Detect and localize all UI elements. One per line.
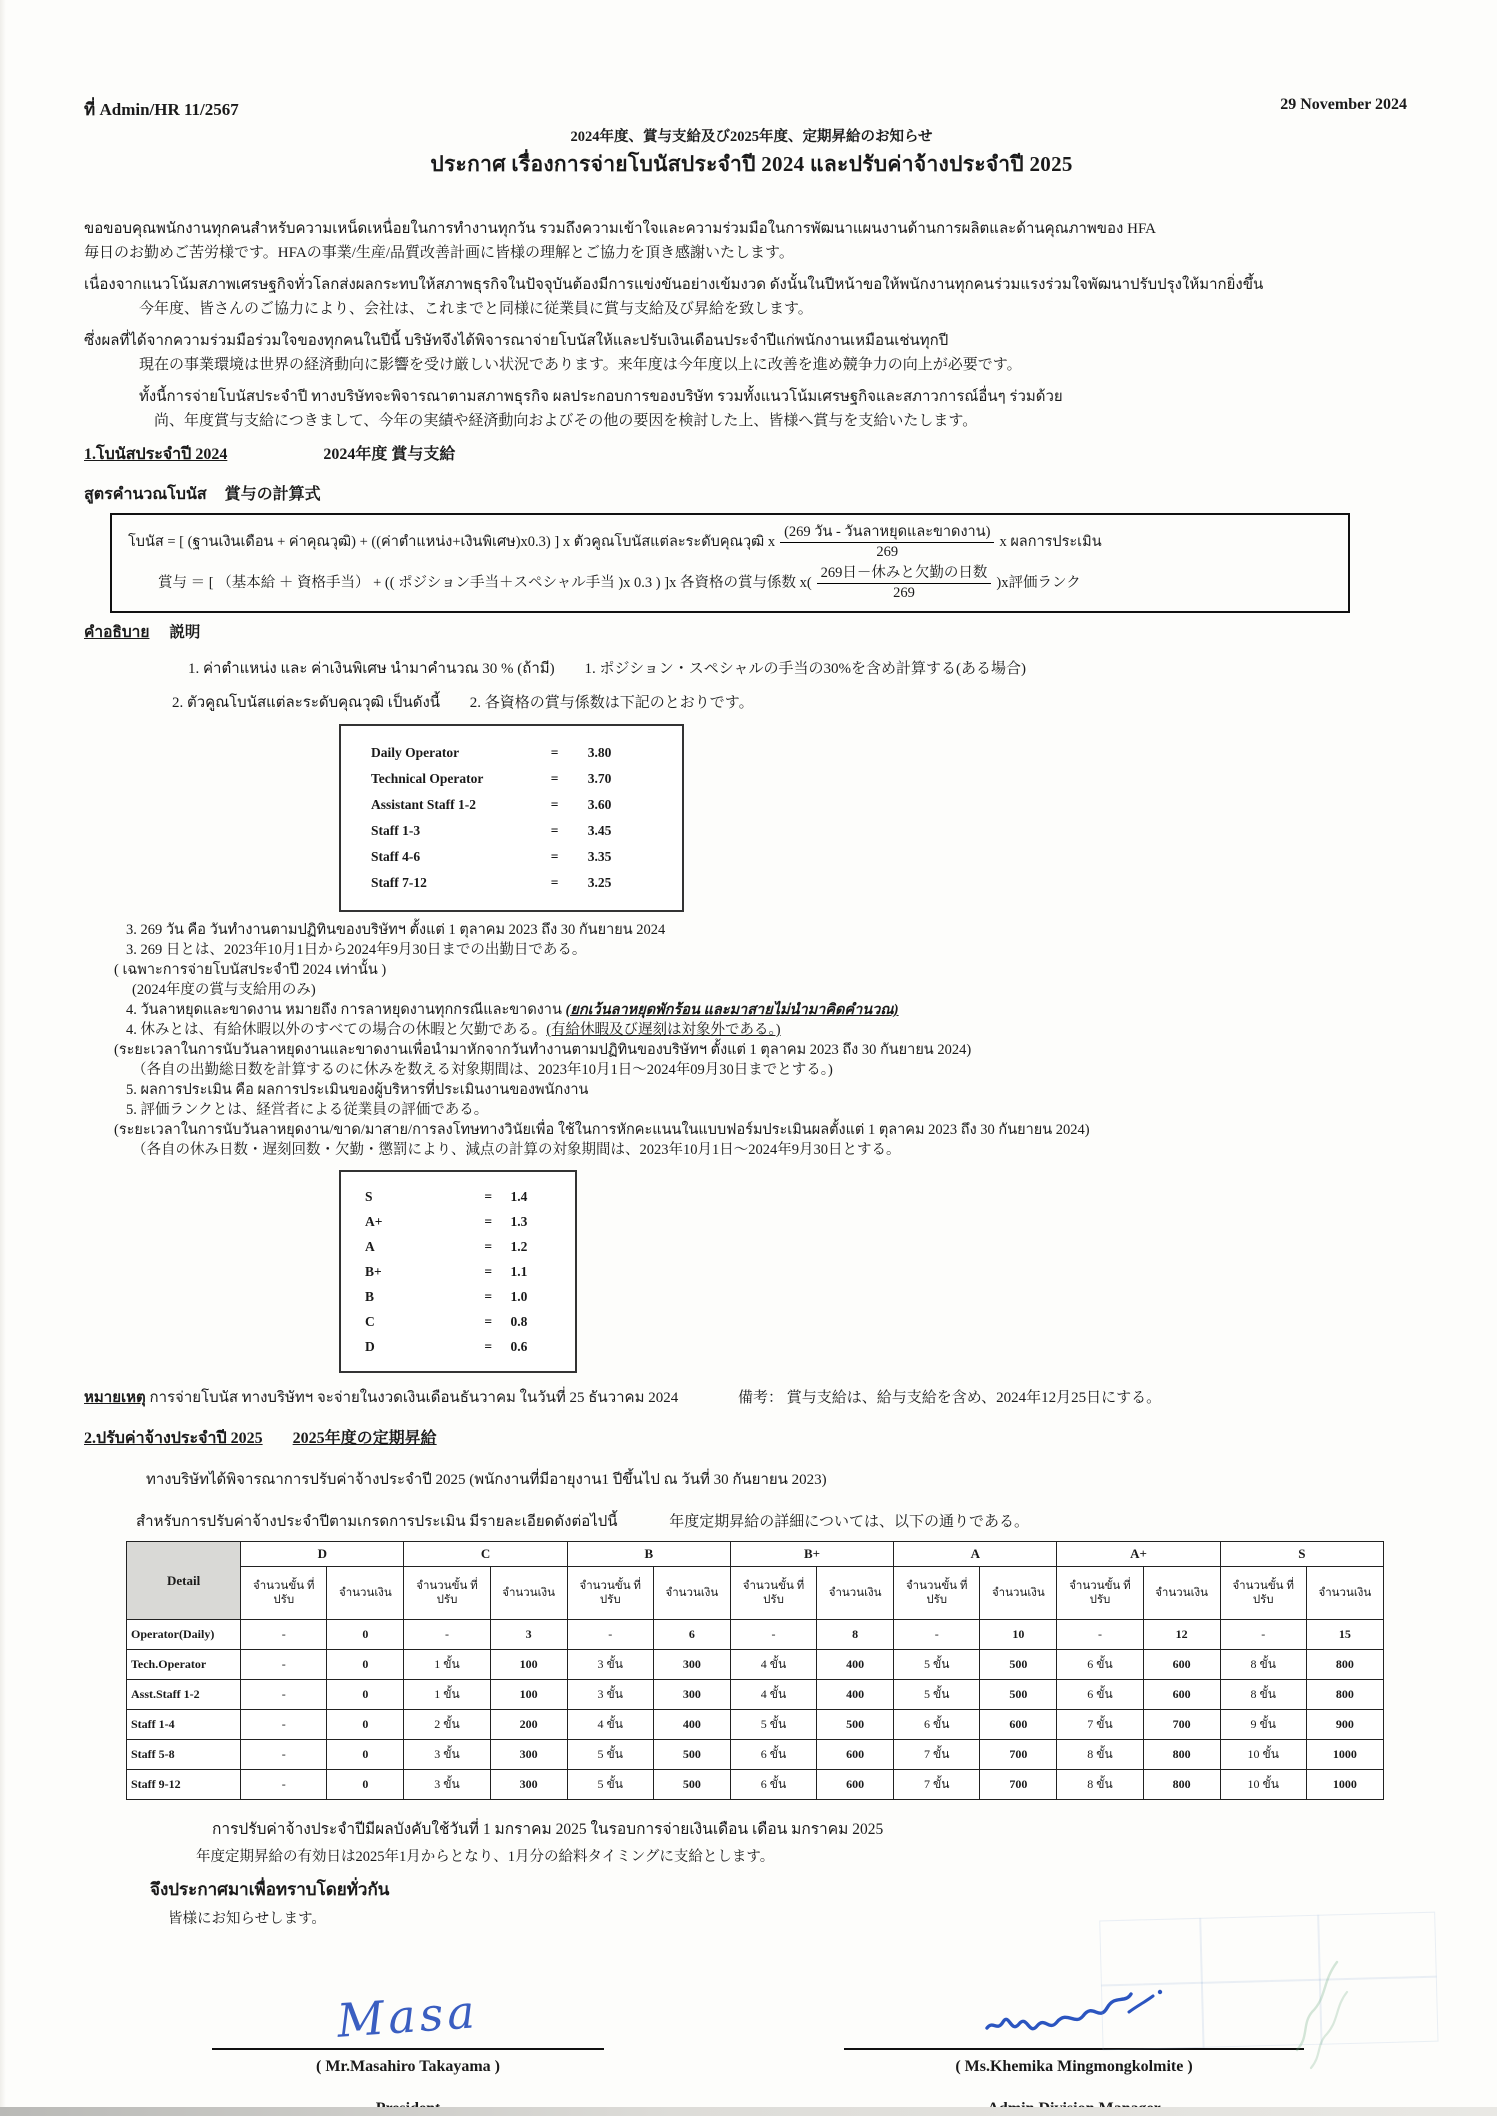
grade-header: A+: [1057, 1542, 1220, 1567]
table-cell: -: [894, 1620, 980, 1650]
table-cell: 12: [1143, 1620, 1220, 1650]
sub-header: จำนวนขั้น ที่ปรับ: [1057, 1567, 1143, 1620]
table-cell: 600: [1143, 1680, 1220, 1710]
item-4-note-th: (ระยะเวลาในการนับวันลาหยุดงานและขาดงานเพื่อนำมาหักจากวันทำงานตามปฏิทินของบริษัทฯ ตั้งแต่ 1 ตุลาคม 2023 ถึง 30 กันยายน 2024): [114, 1042, 972, 1058]
sub-header: จำนวนเงิน: [980, 1567, 1057, 1620]
president-signature-ink: Masa: [335, 1984, 481, 2048]
president-signature: [337, 1972, 479, 2046]
table-cell: 8 ขั้น: [1057, 1740, 1143, 1770]
table-row: [365, 1234, 567, 1259]
sub-header: จำนวนเงิน: [1306, 1567, 1383, 1620]
grade-header: A: [894, 1542, 1057, 1567]
table-cell: Assistant Staff 1-2: [371, 797, 477, 812]
intro-line-th: เนื่องจากแนวโน้มสภาพเศรษฐกิจทั่วโลกส่งผลกระทบให้สภาพธุรกิจในปัจจุบันต้องมีการแข่งขันอย่างเข้มงวด ดังนั้นในปีหน้าขอให้พนักงานทุกคนร่วมแรงร่วมใจพัฒนาปรับปรุงให้มากยิ่งขึ้น: [84, 277, 1264, 293]
table-cell: 8 ขั้น: [1220, 1650, 1306, 1680]
table-cell: 7 ขั้น: [894, 1740, 980, 1770]
table-cell: 1 ขั้น: [404, 1650, 490, 1680]
table-cell: =: [550, 823, 559, 838]
intro-line-th: ทั้งนี้การจ่ายโบนัสประจำปี ทางบริษัทจะพิจารณาตามสภาพธุรกิจ ผลประกอบการของบริษัท รวมทั้งแนวโน้มเศรษฐกิจและสภาวการณ์อื่นๆ ร่วมด้วย: [139, 389, 1063, 405]
row-label: Tech.Operator: [127, 1650, 241, 1680]
explanation-item-th: 2. ตัวคูณโบนัสแต่ละระดับคุณวุฒิ เป็นดังนี้: [172, 695, 441, 711]
table-cell: 3.25: [587, 875, 612, 890]
explanation-item-5-th: 5. ผลการประเมิน คือ ผลการประเมินของผู้บริหารที่ประเมินงานของพนักงาน: [126, 1082, 589, 1098]
table-cell: 0: [327, 1650, 404, 1680]
table-cell: S: [365, 1188, 373, 1204]
table-cell: 1000: [1306, 1740, 1383, 1770]
table-cell: 1.3: [510, 1213, 528, 1229]
sub-header: จำนวนเงิน: [490, 1567, 567, 1620]
salary-table-body: [127, 1620, 1384, 1800]
item-3-note-jp: (2024年度の賞与支給用のみ): [132, 982, 316, 998]
table-cell: -: [241, 1710, 327, 1740]
table-row: [371, 740, 672, 766]
table-cell: -: [1057, 1620, 1143, 1650]
table-cell: 5 ขั้น: [567, 1740, 653, 1770]
table-cell: A+: [365, 1213, 383, 1229]
table-cell: 0.6: [510, 1338, 528, 1354]
effective-date-th: การปรับค่าจ้างประจำปีมีผลบังคับใช้วันที่ 1 มกราคม 2025 ในรอบการจ่ายเงินเดือน เดือน มกราคม 2025: [212, 1821, 884, 1838]
table-cell: Staff 1-3: [371, 823, 421, 838]
salary-adjust-detail-line: [84, 1509, 1419, 1533]
table-cell: 3: [490, 1620, 567, 1650]
bonus-coefficient-table: [339, 724, 684, 912]
document-header: [84, 96, 1419, 123]
table-cell: 300: [653, 1650, 730, 1680]
sub-header: จำนวนเงิน: [1143, 1567, 1220, 1620]
table-cell: =: [550, 797, 559, 812]
table-cell: 800: [1306, 1650, 1383, 1680]
table-cell: 15: [1306, 1620, 1383, 1650]
table-cell: 10: [980, 1620, 1057, 1650]
item-5-note-jp: （各自の休み日数・遅刻回数・欠勤・懲罰により、減点の計算の対象期間は、2023年10月1日～2024年9月30日とする。: [132, 1142, 901, 1158]
table-row: [365, 1309, 567, 1334]
table-row: [365, 1209, 567, 1234]
table-cell: 800: [1143, 1770, 1220, 1800]
table-row: [127, 1770, 1384, 1800]
evaluation-rank-table: [339, 1170, 577, 1373]
sub-header: จำนวนเงิน: [817, 1567, 894, 1620]
president-signature-block: [212, 1972, 604, 2116]
admin-manager-name: ( Ms.Khemika Mingmongkolmite ): [955, 2058, 1193, 2075]
table-cell: -: [241, 1740, 327, 1770]
table-cell: 3 ขั้น: [567, 1650, 653, 1680]
formula-text: 賞与 ＝ [ （基本給 ＋ 資格手当） + (( ポジション手当＋スペシャル手当 )x 0.3 ) ]x 各資格の賞与係数 x(: [158, 574, 812, 591]
table-cell: 3 ขั้น: [567, 1680, 653, 1710]
table-cell: =: [550, 771, 559, 786]
table-cell: 2 ขั้น: [404, 1710, 490, 1740]
table-cell: 6 ขั้น: [1057, 1650, 1143, 1680]
formula-text: x ผลการประเมิน: [999, 533, 1102, 550]
table-cell: -: [404, 1620, 490, 1650]
table-cell: 500: [980, 1650, 1057, 1680]
intro-paragraphs: [84, 217, 1419, 433]
table-cell: 100: [490, 1650, 567, 1680]
grade-header: C: [404, 1542, 567, 1567]
intro-line-jp: 毎日のお勤めご苦労様です。HFAの事業/生産/品質改善計画に皆様の理解とご協力を頂き感謝いたします。: [84, 245, 794, 261]
table-row: [127, 1740, 1384, 1770]
fraction-numerator: (269 วัน - วันลาหยุดและขาดงาน): [780, 523, 994, 543]
explanation-heading-jp: 説明: [169, 624, 201, 641]
subtitle-japanese: 2024年度、賞与支給及び2025年度、定期昇給のお知らせ: [570, 129, 933, 145]
formula-fraction: [817, 564, 992, 603]
fraction-denominator: 269: [876, 544, 899, 560]
table-cell: Staff 7-12: [371, 875, 427, 890]
table-row: [127, 1620, 1384, 1650]
table-cell: 5 ขั้น: [894, 1680, 980, 1710]
explanation-heading: [84, 619, 1419, 644]
table-cell: =: [550, 745, 559, 760]
table-cell: 6 ขั้น: [894, 1710, 980, 1740]
item-5-note-th: (ระยะเวลาในการนับวันลาหยุดงาน/ขาด/มาสาย/การลงโทษทางวินัยเพื่อ ใช้ในการหักคะแนนในแบบฟอร์มประเมินผลตั้งแต่ 1 ตุลาคม 2023 ถึง 30 กันยายน 2024): [114, 1122, 1090, 1138]
explanation-heading-th: คำอธิบาย: [84, 624, 150, 641]
table-cell: 6 ขั้น: [730, 1740, 816, 1770]
table-cell: 0: [327, 1620, 404, 1650]
table-cell: 3 ขั้น: [404, 1740, 490, 1770]
table-cell: 6 ขั้น: [1057, 1680, 1143, 1710]
table-cell: 1000: [1306, 1770, 1383, 1800]
salary-table-head: [127, 1542, 1384, 1620]
explanation-item-4-jp: [84, 1020, 1419, 1040]
table-cell: 600: [817, 1740, 894, 1770]
salary-adjustment-table: [126, 1541, 1384, 1800]
table-cell: 800: [1306, 1680, 1383, 1710]
signature-section: [84, 1972, 1419, 2116]
table-cell: 1.0: [510, 1288, 528, 1304]
table-cell: 900: [1306, 1710, 1383, 1740]
table-cell: 3.60: [587, 797, 612, 812]
table-cell: =: [484, 1313, 493, 1329]
signature-line: [844, 2048, 1304, 2050]
sub-header: จำนวนขั้น ที่ปรับ: [730, 1567, 816, 1620]
president-name: ( Mr.Masahiro Takayama ): [315, 2058, 500, 2075]
closing-line-th: จึงประกาศมาเพื่อทราบโดยทั่วกัน: [150, 1880, 390, 1899]
table-cell: 9 ขั้น: [1220, 1710, 1306, 1740]
row-label: Staff 5-8: [127, 1740, 241, 1770]
intro-line-jp: 現在の事業環境は世界の経済動向に影響を受け厳しい状況であります。来年度は今年度以上に改善を進め競争力の向上が必要です。: [139, 357, 1022, 373]
table-cell: =: [484, 1238, 493, 1254]
table-cell: 1.1: [510, 1263, 528, 1279]
table-cell: =: [484, 1188, 493, 1204]
table-cell: 4 ขั้น: [567, 1710, 653, 1740]
explanation-item-jp: 1. ポジション・スペシャルの手当の30%を含め計算する(ある場合): [584, 661, 1026, 677]
fraction-numerator: 269日－休みと欠勤の日数: [817, 564, 992, 584]
grade-header: B+: [730, 1542, 893, 1567]
signature-line: [212, 2048, 604, 2050]
explanation-items-3-5: [84, 920, 1419, 1160]
table-cell: Technical Operator: [371, 771, 484, 786]
row-label: Staff 1-4: [127, 1710, 241, 1740]
table-cell: 300: [653, 1680, 730, 1710]
table-cell: =: [550, 875, 559, 890]
table-cell: 3.45: [587, 823, 612, 838]
table-cell: 6: [653, 1620, 730, 1650]
table-cell: 400: [817, 1650, 894, 1680]
table-cell: 1.2: [510, 1238, 528, 1254]
bonus-payment-note: [84, 1385, 1419, 1409]
admin-manager-signature-block: [844, 1972, 1304, 2116]
table-cell: 10 ขั้น: [1220, 1740, 1306, 1770]
table-cell: 3.70: [587, 771, 612, 786]
table-cell: 300: [490, 1770, 567, 1800]
table-row: [371, 844, 672, 870]
table-row: [127, 1710, 1384, 1740]
table-cell: =: [484, 1263, 493, 1279]
effective-date-jp: 年度定期昇給の有効日は2025年1月からとなり、1月分の給料タイミングに支給とします。: [196, 1849, 775, 1865]
scan-edge: [0, 0, 6, 2116]
table-row: [371, 870, 672, 896]
grade-header: S: [1220, 1542, 1383, 1567]
table-cell: =: [484, 1338, 493, 1354]
table-cell: -: [567, 1620, 653, 1650]
table-cell: 500: [653, 1770, 730, 1800]
table-row: [365, 1184, 567, 1209]
table-cell: 600: [980, 1710, 1057, 1740]
table-row: [127, 1680, 1384, 1710]
table-cell: 8 ขั้น: [1057, 1770, 1143, 1800]
table-cell: 600: [817, 1770, 894, 1800]
table-cell: -: [241, 1620, 327, 1650]
section2-heading: [84, 1425, 1419, 1451]
table-row: [371, 818, 672, 844]
table-cell: 400: [817, 1680, 894, 1710]
table-row: [365, 1259, 567, 1284]
row-label: Operator(Daily): [127, 1620, 241, 1650]
sub-header: จำนวนขั้น ที่ปรับ: [241, 1567, 327, 1620]
row-label: Asst.Staff 1-2: [127, 1680, 241, 1710]
section2-heading-th: 2.ปรับค่าจ้างประจำปี 2025: [84, 1430, 263, 1447]
scanner-edge-artifact: [0, 2107, 1497, 2116]
explanation-item-4: [84, 1000, 1419, 1020]
section1-heading-jp: 2024年度 賞与支給: [323, 446, 456, 463]
table-cell: 8: [817, 1620, 894, 1650]
item-4-th-underlined: (ยกเว้นลาหยุดพักร้อน และมาสายไม่นำมาคิดคำนวณ): [565, 1002, 899, 1018]
detail-line-jp: 年度定期昇給の詳細については、以下の通りである。: [669, 1514, 1029, 1530]
doc-number: ที่ Admin/HR 11/2567: [84, 100, 239, 119]
table-row: [127, 1650, 1384, 1680]
explanation-item-3-jp: 3. 269 日とは、2023年10月1日から2024年9月30日までの出勤日である。: [126, 942, 587, 958]
table-cell: 4 ขั้น: [730, 1680, 816, 1710]
table-cell: Staff 4-6: [371, 849, 421, 864]
sub-header: จำนวนเงิน: [653, 1567, 730, 1620]
note-label: หมายเหตุ: [84, 1390, 146, 1406]
table-cell: 500: [980, 1680, 1057, 1710]
detail-line-th: สำหรับการปรับค่าจ้างประจำปีตามเกรดการประเมิน มีรายละเอียดดังต่อไปนี้: [136, 1514, 618, 1530]
table-cell: Daily Operator: [371, 745, 460, 760]
explanation-item-jp: 2. 各資格の賞与係数は下記のとおりです。: [469, 695, 754, 711]
section1-heading: [84, 441, 1419, 467]
grade-header: B: [567, 1542, 730, 1567]
salary-adjust-intro: ทางบริษัทได้พิจารณาการปรับค่าจ้างประจำปี 2025 (พนักงานที่มีอายุงาน1 ปีขึ้นไป ณ วันที่ 30 กันยายน 2023): [146, 1472, 827, 1488]
table-cell: 0: [327, 1680, 404, 1710]
intro-line-th: ขอขอบคุณพนักงานทุกคนสำหรับความเหน็ดเหนื่อยในการทำงานทุกวัน รวมถึงความเข้าใจและความร่วมมือในการพัฒนาแผนงานด้านการผลิตและด้านคุณภาพของ HFA: [84, 221, 1157, 237]
note-text-jp: 備考： 賞与支給は、給与支給を含め、2024年12月25日にする。: [737, 1390, 1162, 1406]
table-cell: 3 ขั้น: [404, 1770, 490, 1800]
formula-text: โบนัส = [ (ฐานเงินเดือน + ค่าคุณวุฒิ) + ((ค่าตำแหน่ง+เงินพิเศษ)x0.3) ] x ตัวคูณโบนัสแต่ละระดับคุณวุฒิ x: [128, 533, 776, 550]
table-cell: 600: [1143, 1650, 1220, 1680]
intro-line-th: ซึ่งผลที่ได้จากความร่วมมือร่วมใจของทุกคนในปีนี้ บริษัทจึงได้พิจารณาจ่ายโบนัสให้และปรับเงินเดือนประจำปีแก่พนักงานเหมือนเช่นทุกปี: [84, 333, 949, 349]
table-cell: 5 ขั้น: [567, 1770, 653, 1800]
table-cell: 5 ขั้น: [894, 1650, 980, 1680]
table-cell: 200: [490, 1710, 567, 1740]
table-cell: 700: [980, 1740, 1057, 1770]
sub-header: จำนวนขั้น ที่ปรับ: [567, 1567, 653, 1620]
bonus-formula-thai: [128, 523, 1336, 562]
table-cell: 7 ขั้น: [1057, 1710, 1143, 1740]
table-cell: D: [365, 1338, 375, 1354]
table-cell: -: [730, 1620, 816, 1650]
table-cell: 10 ขั้น: [1220, 1770, 1306, 1800]
table-cell: -: [241, 1680, 327, 1710]
explanation-item-3-th: 3. 269 วัน คือ วันทำงานตามปฏิทินของบริษัทฯ ตั้งแต่ 1 ตุลาคม 2023 ถึง 30 กันยายน 2024: [126, 922, 666, 938]
bonus-formula-box: [110, 513, 1350, 613]
table-cell: 100: [490, 1680, 567, 1710]
table-cell: 0: [327, 1710, 404, 1740]
sub-header: จำนวนขั้น ที่ปรับ: [404, 1567, 490, 1620]
table-cell: =: [484, 1288, 493, 1304]
table-cell: 3.80: [587, 745, 612, 760]
table-cell: 3.35: [587, 849, 612, 864]
table-cell: 7 ขั้น: [894, 1770, 980, 1800]
explanation-item-2: [84, 692, 1419, 714]
sub-header: จำนวนขั้น ที่ปรับ: [1220, 1567, 1306, 1620]
section1-heading-th: 1.โบนัสประจำปี 2024: [84, 446, 228, 463]
table-cell: 700: [1143, 1710, 1220, 1740]
sub-header: จำนวนขั้น ที่ปรับ: [894, 1567, 980, 1620]
table-cell: 400: [653, 1710, 730, 1740]
table-cell: =: [550, 849, 559, 864]
intro-line-jp: 今年度、皆さんのご協力により、会社は、これまでと同様に従業員に賞与支給及び昇給を致します。: [139, 301, 813, 317]
table-cell: =: [484, 1213, 493, 1229]
formula-text: )x評価ランク: [996, 574, 1081, 591]
table-cell: 0: [327, 1770, 404, 1800]
table-cell: 0: [327, 1740, 404, 1770]
formula-label: [84, 481, 1419, 507]
table-cell: -: [1220, 1620, 1306, 1650]
admin-manager-signature: [979, 1972, 1169, 2046]
explanation-item-th: 1. ค่าตำแหน่ง และ ค่าเงินพิเศษ นำมาคำนวณ 30 % (ถ้ามี): [188, 661, 555, 677]
formula-fraction: [780, 523, 994, 562]
table-cell: -: [241, 1770, 327, 1800]
section2-heading-jp: 2025年度の定期昇給: [292, 1430, 437, 1447]
table-cell: 1 ขั้น: [404, 1680, 490, 1710]
table-cell: 6 ขั้น: [730, 1770, 816, 1800]
item-4-jp-underlined: (有給休暇及び遅刻は対象外である。): [546, 1022, 781, 1038]
bonus-formula-japanese: [158, 564, 1336, 603]
explanation-item-5-jp: 5. 評価ランクとは、経営者による従業員の評価である。: [126, 1102, 489, 1118]
table-row: [365, 1334, 567, 1359]
table-cell: 300: [490, 1740, 567, 1770]
table-cell: -: [241, 1650, 327, 1680]
note-text-th: การจ่ายโบนัส ทางบริษัทฯ จะจ่ายในงวดเงินเดือนธันวาคม ในวันที่ 25 ธันวาคม 2024: [149, 1390, 679, 1406]
admin-manager-signature-ink: [979, 1982, 1169, 2046]
sub-header: จำนวนเงิน: [327, 1567, 404, 1620]
item-3-note-th: ( เฉพาะการจ่ายโบนัสประจำปี 2024 เท่านั้น ): [114, 962, 387, 978]
table-cell: B+: [365, 1263, 382, 1279]
salary-table-corner: Detail: [127, 1542, 241, 1620]
grade-header: D: [241, 1542, 404, 1567]
table-row: [371, 766, 672, 792]
table-row: [365, 1284, 567, 1309]
table-cell: 8 ขั้น: [1220, 1680, 1306, 1710]
formula-label-th: สูตรคำนวณโบนัส: [84, 486, 207, 503]
item-4-note-jp: （各自の出勤総日数を計算するのに休みを数える対象期間は、2023年10月1日～2024年09月30日までとする。): [132, 1062, 833, 1078]
table-cell: 500: [817, 1710, 894, 1740]
table-cell: 0.8: [510, 1313, 528, 1329]
fraction-denominator: 269: [893, 585, 915, 601]
table-cell: A: [365, 1238, 375, 1254]
formula-label-jp: 賞与の計算式: [224, 486, 321, 503]
intro-line-jp: 尚、年度賞与支給につきまして、今年の実績や経済動向およびその他の要因を検討した上、皆様へ賞与を支給いたします。: [154, 413, 978, 429]
explanation-item-4-th: 4. วันลาหยุดและขาดงาน หมายถึง การลาหยุดงานทุกกรณีและขาดงาน: [126, 1002, 562, 1018]
closing-line-jp: 皆様にお知らせします。: [168, 1911, 326, 1927]
row-label: Staff 9-12: [127, 1770, 241, 1800]
item-4-jp: 4. 休みとは、有給休暇以外のすべての場合の休暇と欠勤である。: [126, 1022, 547, 1038]
table-cell: 500: [653, 1740, 730, 1770]
table-cell: 5 ขั้น: [730, 1710, 816, 1740]
table-row: [371, 792, 672, 818]
table-cell: 1.4: [510, 1188, 528, 1204]
table-cell: 700: [980, 1770, 1057, 1800]
explanation-item-1: [84, 658, 1419, 680]
page-title: ประกาศ เรื่องการจ่ายโบนัสประจำปี 2024 และปรับค่าจ้างประจำปี 2025: [430, 152, 1073, 176]
table-cell: B: [365, 1288, 375, 1304]
table-cell: 4 ขั้น: [730, 1650, 816, 1680]
doc-date: 29 November 2024: [1280, 96, 1407, 113]
table-cell: 800: [1143, 1740, 1220, 1770]
table-cell: C: [365, 1313, 375, 1329]
